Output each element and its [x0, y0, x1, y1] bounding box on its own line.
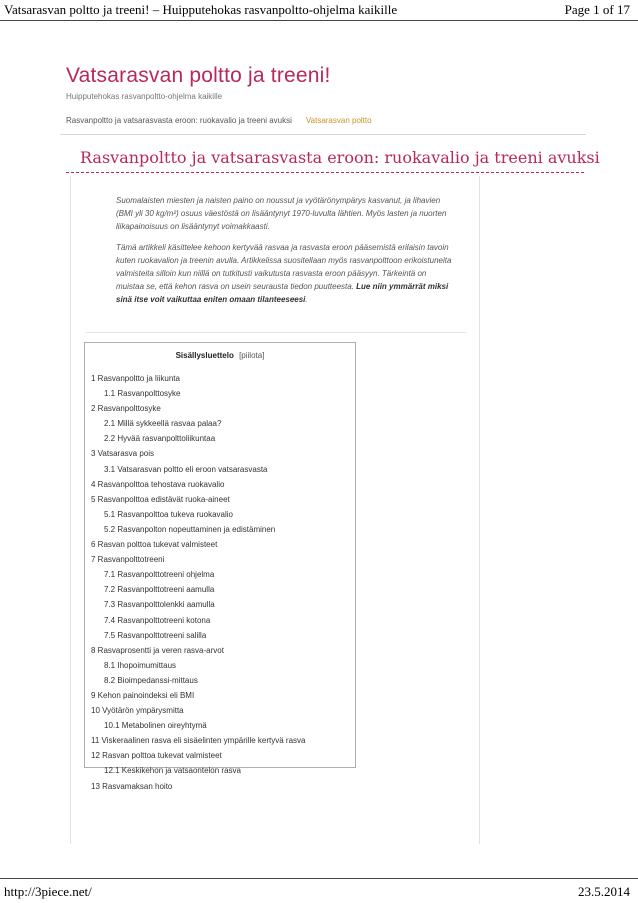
toc-item[interactable]: 12 Rasvan polttoa tukevat valmisteet [91, 751, 222, 761]
toc-item[interactable]: 11 Viskeraalinen rasva eli sisäelinten ympärille kertyvä rasva [91, 736, 306, 746]
toc-item[interactable]: 8.1 Ihopoimumittaus [104, 660, 177, 670]
print-header-divider [0, 20, 638, 21]
toc-item[interactable]: 7.1 Rasvanpolttotreeni ohjelma [104, 570, 215, 580]
print-header-title: Vatsarasvan poltto ja treeni! – Huipputehokas rasvanpoltto-ohjelma kaikille [4, 2, 398, 17]
toc-title: Sisällysluettelo [175, 351, 234, 360]
site-tagline: Huipputehokas rasvanpoltto-ohjelma kaikille [66, 92, 223, 101]
toc-item[interactable]: 2.1 Millä sykkeellä rasvaa palaa? [104, 419, 222, 429]
toc-item[interactable]: 4 Rasvanpolttoa tehostava ruokavalio [91, 479, 225, 489]
toc-toggle-link[interactable]: [piilota] [239, 351, 265, 360]
toc-item[interactable]: 8 Rasvaprosentti ja veren rasva-arvot [91, 645, 224, 655]
print-header [0, 0, 638, 22]
intro-paragraph-1: Suomalaisten miesten ja naisten paino on noussut ja vyötärönympärys kasvanut, ja lihavien (BMI yli 30 kg/m²) osuus väestöstä on lisääntynyt 1970-luvulta lähtien. Myös lasten ja nuorten liikapainoisuus on lisääntynyt voimakkaasti. [116, 196, 447, 231]
toc-item[interactable]: 10 Vyötärön ympärysmitta [91, 706, 184, 716]
toc-item[interactable]: 2.2 Hyvää rasvanpolttoliikuntaa [104, 434, 216, 444]
article-intro [116, 194, 456, 314]
toc-item[interactable]: 7.5 Rasvanpolttotreeni salilla [104, 630, 207, 640]
toc-item[interactable]: 5.2 Rasvanpolton nopeuttaminen ja edistäminen [104, 524, 276, 534]
print-footer-divider [0, 878, 638, 879]
breadcrumb-item-current[interactable]: Vatsarasvan poltto [305, 116, 372, 125]
print-footer-url: http://3piece.net/ [4, 884, 92, 899]
toc-item[interactable]: 1.1 Rasvanpolttosyke [104, 389, 181, 399]
toc-item[interactable]: 3.1 Vatsarasvan poltto eli eroon vatsarasvasta [104, 464, 268, 474]
toc-item[interactable]: 7 Rasvanpolttotreeni [91, 555, 165, 565]
toc-item[interactable]: 2 Rasvanpolttosyke [91, 404, 161, 414]
toc-item[interactable]: 6 Rasvan polttoa tukevat valmisteet [91, 540, 218, 550]
toc-item[interactable]: 3 Vatsarasva pois [91, 449, 154, 459]
print-header-page-number: Page 1 of 17 [564, 2, 630, 17]
toc-item[interactable]: 7.4 Rasvanpolttotreeni kotona [104, 615, 211, 625]
breadcrumb [66, 116, 372, 125]
toc-item[interactable]: 1 Rasvanpoltto ja liikunta [91, 374, 180, 383]
toc-item[interactable]: 5 Rasvanpolttoa edistävät ruoka-aineet [91, 494, 230, 504]
toc-item[interactable]: 12.1 Keskikehon ja vatsaontelon rasva [104, 766, 241, 776]
print-footer-date: 23.5.2014 [578, 884, 630, 899]
toc-header [85, 351, 355, 360]
intro-paragraph-2-text: Tämä artikkeli käsittelee kehoon kertyvää rasvaa ja rasvasta eroon pääsemistä erilaisin tavoin kuten ruokavalion ja treenin avulla. Artikkelissa suositellaan myös rasvanpolttoon erikoistuneita valmisteita silloin kun niillä on tutkitusti vaikutusta rasvasta eroon pääsyyn. Tärkeintä on muistaa se, että kehon rasva on usein seurausta tiedon puutteesta. [116, 243, 452, 291]
site-title[interactable]: Vatsarasvan poltto ja treeni! [66, 64, 331, 87]
toc-item[interactable]: 7.3 Rasvanpolttolenkki aamulla [104, 600, 215, 610]
toc-item[interactable]: 8.2 Bioimpedanssi-mittaus [104, 675, 198, 685]
toc-list [91, 371, 353, 794]
toc-item[interactable]: 9 Kehon painoindeksi eli BMI [91, 690, 195, 700]
intro-paragraph-2-end: . [305, 295, 308, 304]
intro-emphasis: Lue niin ymmärrät miksi sinä itse voit vaikuttaa eniten omaan tilanteeseesi [116, 282, 449, 304]
toc-item[interactable]: 13 Rasvamaksan hoito [91, 781, 173, 791]
article-title: Rasvanpoltto ja vatsarasvasta eroon: ruokavalio ja treeni avuksi [80, 148, 600, 167]
toc-item[interactable]: 5.1 Rasvanpolttoa tukeva ruokavalio [104, 509, 233, 519]
title-underline [66, 172, 584, 173]
toc-item[interactable]: 10.1 Metabolinen oireyhtymä [104, 721, 207, 731]
intro-divider [86, 332, 466, 333]
breadcrumb-item-article[interactable]: Rasvanpoltto ja vatsarasvasta eroon: ruokavalio ja treeni avuksi [66, 116, 292, 125]
table-of-contents [84, 342, 356, 791]
intro-paragraph-2 [116, 241, 456, 306]
print-footer [0, 878, 638, 900]
header-divider [60, 134, 586, 135]
toc-item[interactable]: 7.2 Rasvanpolttotreeni aamulla [104, 585, 215, 595]
